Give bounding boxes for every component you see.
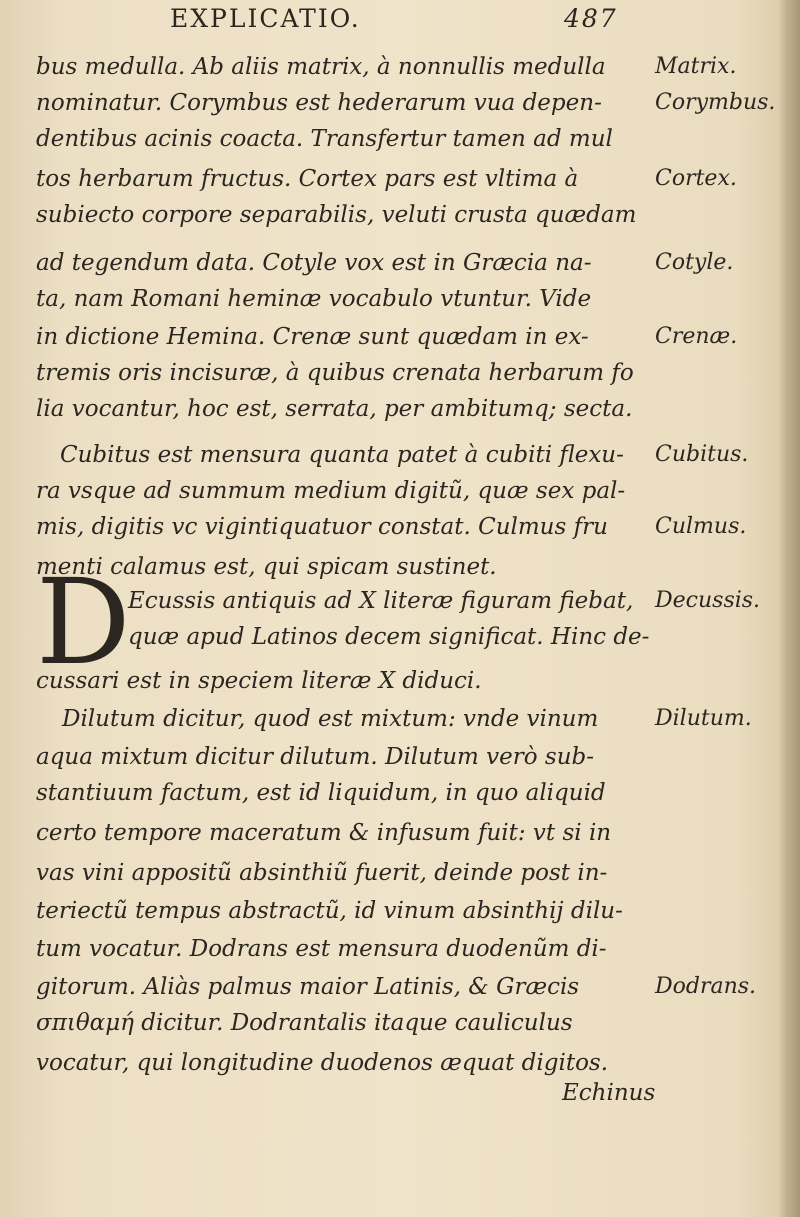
- drop-cap: D: [36, 553, 131, 691]
- text-line: in dictione Hemina. Crenæ sunt quædam in ex-: [36, 324, 589, 350]
- margin-note: Matrix.: [655, 54, 737, 79]
- page-header: [170, 4, 650, 40]
- text-line: vas vini appositũ absinthiũ fuerit, deinde post in-: [36, 860, 608, 886]
- text-line: vocatur, qui longitudine duodenos æquat digitos.: [36, 1050, 609, 1076]
- text-line: gitorum. Aliàs palmus maior Latinis, & Græcis: [36, 974, 580, 1000]
- text-line: quæ apud Latinos decem significat. Hinc de-: [128, 624, 650, 650]
- margin-note: Cotyle.: [655, 250, 734, 275]
- text-line: Dilutum dicitur, quod est mixtum: vnde vinum: [62, 706, 599, 732]
- page-number: 487: [564, 4, 618, 33]
- margin-note: Dilutum.: [655, 706, 752, 731]
- margin-note: Crenæ.: [655, 324, 738, 349]
- text-line: subiecto corpore separabilis, veluti crusta quædam: [36, 202, 637, 228]
- text-line: dentibus acinis coacta. Transfertur tamen ad mul: [36, 126, 613, 152]
- margin-note: Cortex.: [655, 166, 737, 191]
- text-line: bus medulla. Ab aliis matrix, à nonnullis medulla: [36, 54, 606, 80]
- text-line: Cubitus est mensura quanta patet à cubiti flexu-: [60, 442, 624, 468]
- margin-note: Cubitus.: [655, 442, 749, 467]
- margin-note: Culmus.: [655, 514, 747, 539]
- catchword: Echinus: [562, 1080, 656, 1106]
- text-line: aqua mixtum dicitur dilutum. Dilutum verò sub-: [36, 744, 595, 770]
- running-head: EXPLICATIO.: [170, 4, 361, 33]
- text-line: teriectũ tempus abstractũ, id vinum absinthij dilu-: [36, 898, 623, 924]
- text-line: tos herbarum fructus. Cortex pars est vltima à: [36, 166, 579, 192]
- text-line: cussari est in speciem literæ X diduci.: [36, 668, 482, 694]
- margin-note: Decussis.: [655, 588, 761, 613]
- text-line: σπιθαμή dicitur. Dodrantalis itaque cauliculus: [36, 1010, 573, 1036]
- margin-note: Corymbus.: [655, 90, 776, 115]
- text-line: ra vsque ad summum medium digitũ, quæ sex pal-: [36, 478, 626, 504]
- text-line: mis, digitis vc vigintiquatuor constat. Culmus fru: [36, 514, 608, 540]
- text-line: tum vocatur. Dodrans est mensura duodenũm di-: [36, 936, 607, 962]
- text-line: menti calamus est, qui spicam sustinet.: [36, 554, 497, 580]
- text-line: nominatur. Corymbus est hederarum vua depen-: [36, 90, 602, 116]
- text-line: Ecussis antiquis ad X literæ figuram fiebat,: [128, 588, 634, 614]
- text-line: lia vocantur, hoc est, serrata, per ambitumq; secta.: [36, 396, 633, 422]
- text-line: stantiuum factum, est id liquidum, in quo aliquid: [36, 780, 606, 806]
- margin-note: Dodrans.: [655, 974, 757, 999]
- text-line: ta, nam Romani heminæ vocabulo vtuntur. Vide: [36, 286, 592, 312]
- text-line: certo tempore maceratum & infusum fuit: vt si in: [36, 820, 612, 846]
- text-line: ad tegendum data. Cotyle vox est in Græcia na-: [36, 250, 592, 276]
- text-line: tremis oris incisuræ, à quibus crenata herbarum fo: [36, 360, 634, 386]
